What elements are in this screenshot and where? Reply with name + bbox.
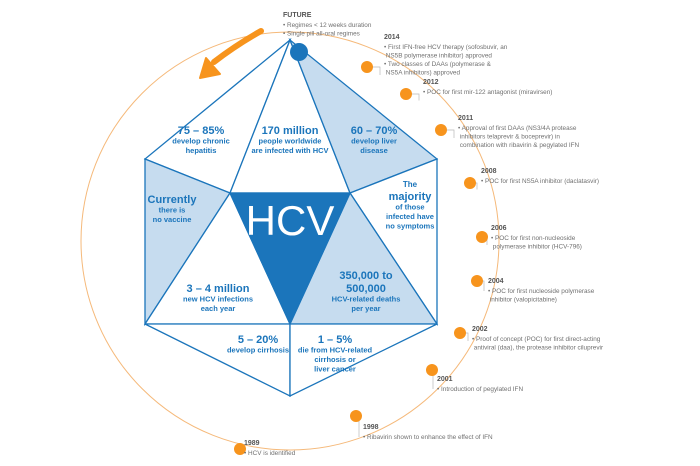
- facet-line: die from HCV-related: [297, 345, 373, 355]
- year-marker: [464, 177, 476, 189]
- timeline-year: 2011: [458, 115, 474, 122]
- facet-line: liver cancer: [314, 364, 356, 374]
- facet-cancer: [290, 324, 437, 396]
- timeline-year: 2006: [491, 225, 507, 232]
- timeline-description-line: • First IFN-free HCV therapy (sofosbuvir, an: [384, 44, 508, 51]
- timeline-description-line: • Two classes of DAAs (polymerase &: [384, 61, 491, 68]
- year-marker: [361, 61, 373, 73]
- facet-line: new HCV infections: [182, 294, 254, 304]
- facet-line: no symptoms: [385, 221, 435, 231]
- facet-line: Currently: [147, 194, 197, 206]
- facet-line: 170 million: [261, 125, 319, 137]
- timeline-description-line: • Introduction of pegylated IFN: [437, 386, 524, 393]
- future-marker: [290, 43, 308, 61]
- timeline-description-line: • POC for first non-nucleoside: [491, 235, 576, 242]
- facet-line: develop chronic: [172, 136, 230, 146]
- timeline-description-line: • Proof of concept (POC) for first direct-acting: [472, 336, 601, 343]
- timeline-description: [283, 22, 372, 38]
- timeline-year: 2014: [384, 34, 400, 41]
- timeline-description-line: combination with ribavirin & pegylated IFN: [458, 142, 580, 149]
- year-marker: [454, 327, 466, 339]
- facet-line: hepatitis: [185, 146, 217, 155]
- facet-line: per year: [351, 304, 381, 313]
- timeline-event: [454, 326, 604, 352]
- year-marker: [435, 124, 447, 136]
- facet-line: develop liver: [351, 136, 397, 146]
- timeline-event: [426, 364, 523, 393]
- timeline-event: [350, 410, 493, 441]
- timeline-description-line: • POC for first mir-122 antagonist (miravirsen): [423, 89, 553, 96]
- timeline-year: 1998: [363, 424, 379, 431]
- timeline-description-line: • Ribavirin shown to enhance the effect of IFN: [363, 434, 493, 441]
- facet-text-worldwide: [251, 125, 328, 155]
- timeline-event: [283, 12, 372, 61]
- facet-line: cirrhosis or: [314, 355, 356, 364]
- timeline-description-line: • HCV is identified: [244, 450, 296, 457]
- facet-line: disease: [360, 146, 388, 155]
- year-marker: [471, 275, 483, 287]
- year-marker: [426, 364, 438, 376]
- facet-line: develop cirrhosis: [226, 345, 290, 355]
- year-marker: [476, 231, 488, 243]
- timeline-event: [361, 34, 508, 77]
- timeline-description-line: • POC for first NS5A inhibitor (daclatasvir): [481, 178, 600, 185]
- facet-line: 1 – 5%: [317, 334, 353, 346]
- timeline-description-line: antiviral (daa), the protease inhibitor ciluprevir: [472, 344, 604, 352]
- facet-line: infected have: [386, 212, 434, 221]
- timeline-description: [423, 89, 552, 96]
- year-marker: [350, 410, 362, 422]
- timeline-description: [363, 434, 493, 441]
- facet-line: no vaccine: [152, 215, 192, 224]
- timeline-event: [476, 225, 582, 251]
- facet-line: of those: [395, 202, 425, 212]
- timeline-year: FUTURE: [283, 12, 312, 19]
- facet-line: 3 – 4 million: [186, 283, 250, 295]
- facet-line: majority: [388, 191, 432, 203]
- timeline-description: [472, 336, 604, 352]
- facet-line: 500,000: [346, 283, 386, 295]
- timeline-description-line: • POC for first nucleoside polymerase: [488, 288, 595, 295]
- facet-line: are infected with HCV: [251, 146, 329, 155]
- timeline-event: [471, 275, 595, 304]
- facet-line: there is: [158, 205, 186, 215]
- facet-line: HCV-related deaths: [331, 294, 401, 304]
- year-marker: [400, 88, 412, 100]
- facet-line: people worldwide: [258, 136, 322, 146]
- timeline-description: [491, 235, 582, 251]
- timeline-year: 1989: [244, 440, 260, 447]
- timeline-description-line: • Single pill all-oral regimes: [283, 30, 360, 38]
- facet-line: 60 – 70%: [350, 125, 398, 137]
- timeline-description-line: NS5A inhibitors) approved: [384, 69, 461, 77]
- timeline-description-line: NS5B polymerase inhibitor) approved: [384, 52, 492, 60]
- timeline-event: [435, 115, 580, 149]
- timeline-description: [481, 178, 599, 185]
- facet-line: 75 – 85%: [177, 125, 225, 137]
- timeline-description-line: inhibitors telaprevir & boceprevir) in: [458, 133, 560, 141]
- timeline-event: [464, 168, 599, 190]
- timeline-description: [244, 450, 296, 457]
- timeline-year: 2002: [472, 326, 488, 333]
- timeline-description: [488, 288, 595, 304]
- timeline-year: 2012: [423, 79, 439, 86]
- timeline-description-line: • Approval of first DAAs (NS3/4A protease: [458, 125, 577, 132]
- hcv-center-label: HCV: [245, 197, 335, 244]
- facet-line: 350,000 to: [339, 270, 393, 282]
- timeline-description-line: polymerase inhibitor (HCV-796): [491, 243, 582, 251]
- facet-line: The: [402, 180, 418, 189]
- timeline-year: 2008: [481, 168, 497, 175]
- timeline-description: [437, 386, 523, 393]
- timeline-year: 2001: [437, 376, 453, 383]
- timeline-description-line: • Regimes < 12 weeks duration: [283, 22, 372, 29]
- facet-line: 5 – 20%: [237, 334, 279, 346]
- timeline-description-line: inhibitor (valopicitabine): [488, 296, 557, 304]
- facet-line: each year: [200, 304, 236, 313]
- timeline-event: [400, 79, 552, 101]
- timeline-year: 2004: [488, 278, 504, 285]
- timeline-description: [458, 125, 580, 149]
- timeline-description: [384, 44, 508, 77]
